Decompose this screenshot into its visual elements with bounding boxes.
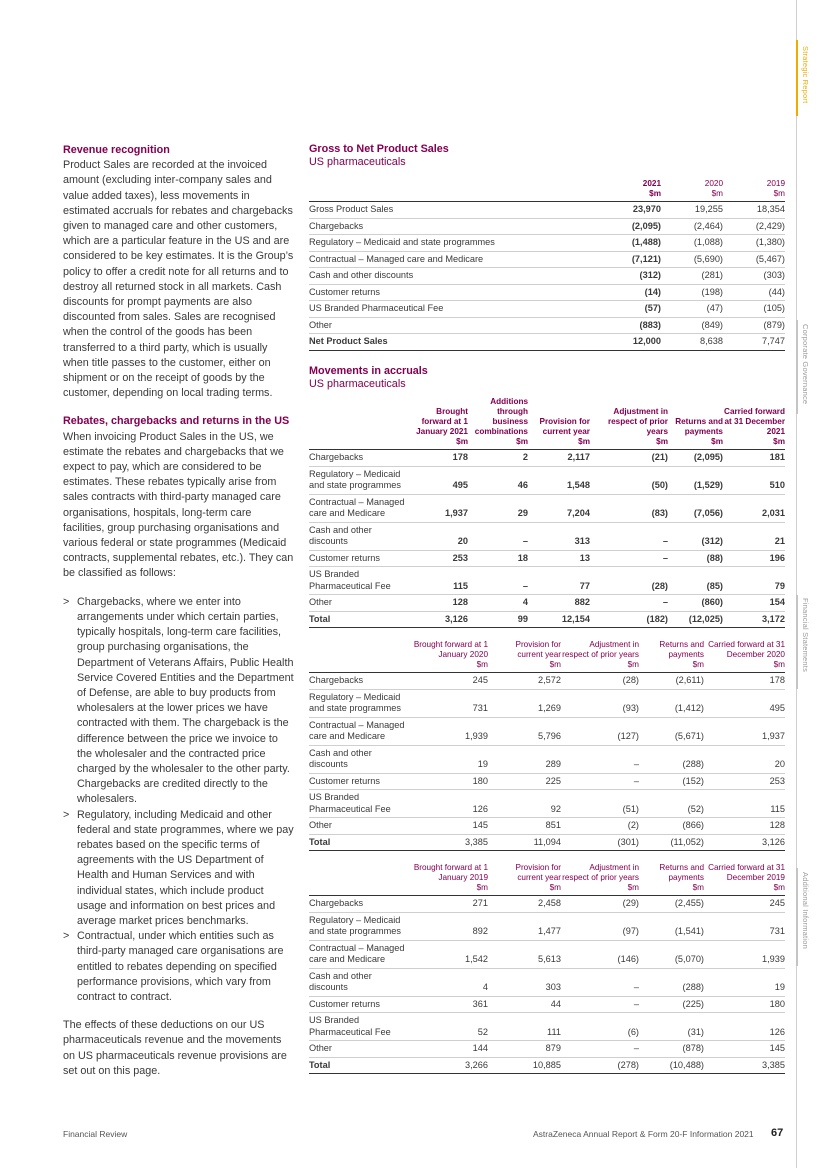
column-header: Adjustment in respect of prior years $m [562,640,639,669]
table-row [309,773,785,790]
value-2019: (303) [723,268,785,285]
cell-value: (93) [561,689,639,717]
total-row [309,1057,785,1074]
sidebar-corporate-governance[interactable]: Corporate Governance [801,324,810,405]
total-2020: 8,638 [661,334,723,351]
movements-table-2021 [309,397,785,628]
header-row [309,640,785,673]
table-row [309,745,785,773]
row-label: Cash and other discounts [309,745,413,773]
gross-to-net-table [309,179,785,351]
total-2021: 12,000 [599,334,661,351]
table-row [309,595,785,612]
row-label: Chargebacks [309,896,413,913]
cell-value: 4 [468,595,528,612]
table-row [309,550,785,567]
cell-value: (1,541) [639,912,704,940]
gross-title: Gross to Net Product Sales [309,143,449,155]
cell-value: 92 [488,790,561,818]
cell-value: 1,939 [413,717,488,745]
cell-value: 1,269 [488,689,561,717]
cell-value: – [590,550,668,567]
row-label: Customer returns [309,996,413,1013]
row-label: Customer returns [309,550,413,567]
table-row [309,522,785,550]
total-value: 3,385 [704,1057,785,1074]
column-header: Adjustment in respect of prior years $m [562,863,639,892]
table-row [309,202,785,219]
footer-report-title: AstraZeneca Annual Report & Form 20-F Information 2021 [533,1129,754,1139]
sidebar-additional-information[interactable]: Additional Information [801,872,810,949]
cell-value: 178 [704,673,785,690]
column-header: Returns and payments $m [659,640,704,669]
gross-to-net-section [309,143,785,351]
row-label: Contractual – Managed care and Medicare [309,494,413,522]
total-2019: 7,747 [723,334,785,351]
cell-value: 495 [704,689,785,717]
cell-value: 1,477 [488,912,561,940]
value-2019: (879) [723,317,785,334]
cell-value: (225) [639,996,704,1013]
cell-value: 5,613 [488,940,561,968]
cell-value: 18 [468,550,528,567]
table-row [309,317,785,334]
cell-value: 128 [704,818,785,835]
movements-title: Movements in accruals [309,365,428,377]
cell-value: 52 [413,1013,488,1041]
cell-value: 111 [488,1013,561,1041]
cell-value: 510 [723,466,785,494]
value-2020: (281) [661,268,723,285]
cell-value: 253 [704,773,785,790]
cell-value: (28) [590,567,668,595]
table-row [309,689,785,717]
movements-table-2020 [309,640,785,851]
value-2021: (1,488) [599,235,661,252]
total-value: (11,052) [639,834,704,851]
row-label: Other [309,1041,413,1058]
total-value: 99 [468,611,528,628]
column-header: Carried forward at 31 December 2019 $m [708,863,785,892]
sidebar-strategic-report[interactable]: Strategic Report [801,46,810,104]
cell-value: 19 [704,968,785,996]
cell-value: (878) [639,1041,704,1058]
cell-value: (50) [590,466,668,494]
column-header: Brought forward at 1 January 2019 $m [413,863,488,892]
cell-value: 145 [704,1041,785,1058]
cell-value: (29) [561,896,639,913]
table-row [309,251,785,268]
cell-value: 245 [704,896,785,913]
value-2020: (5,690) [661,251,723,268]
col-2021: 2021 $m [642,179,661,198]
para-rebates: When invoicing Product Sales in the US, we estimate the rebates and chargebacks that we expect to pay, which are considered to be estimates. These rebates typically arise from sales contracts with third-party managed care organisations, hospitals, long-term care facilities, group purchasing organisations and various federal or state programmes (Medicaid contracts, supplemental rebates, etc.). They can be classified as follows: [63,430,294,580]
cell-value: (2,455) [639,896,704,913]
value-2021: (14) [599,284,661,301]
cell-value: 145 [413,818,488,835]
left-text-column [63,143,295,1079]
column-header: Provision for current year $m [515,863,561,892]
sidebar-financial-statements[interactable]: Financial Statements [801,598,810,673]
cell-value: 245 [413,673,488,690]
footer-section-name: Financial Review [63,1129,128,1139]
cell-value: (866) [639,818,704,835]
header-row [309,397,785,450]
column-header: Carried forward at 31 December 2021 $m [724,407,785,446]
table-row [309,1041,785,1058]
heading-revenue-recognition: Revenue recognition [63,144,170,156]
header-row [309,863,785,896]
cell-value: 731 [704,912,785,940]
cell-value: – [561,968,639,996]
cell-value: (31) [639,1013,704,1041]
row-label: Gross Product Sales [309,202,599,219]
table-row [309,466,785,494]
value-2019: (5,467) [723,251,785,268]
cell-value: (312) [668,522,723,550]
table-row [309,996,785,1013]
row-label: Regulatory – Medicaid and state programmes [309,689,413,717]
row-label: Cash and other discounts [309,522,413,550]
total-value: 10,885 [488,1057,561,1074]
table-row [309,567,785,595]
table-row [309,818,785,835]
table-row [309,673,785,690]
heading-rebates: Rebates, chargebacks and returns in the US [63,415,290,428]
row-label: Customer returns [309,284,599,301]
total-value: 3,126 [413,611,468,628]
total-value: (182) [590,611,668,628]
para-effects: The effects of these deductions on our US pharmaceuticals revenue and the movements on US pharmaceuticals revenue provisions are set out on this page. [63,1019,287,1077]
cell-value: (152) [639,773,704,790]
value-2021: (7,121) [599,251,661,268]
cell-value: 44 [488,996,561,1013]
row-label: Regulatory – Medicaid and state programmes [309,912,413,940]
total-row [309,611,785,628]
cell-value: 303 [488,968,561,996]
row-label: Chargebacks [309,450,413,467]
table-row [309,717,785,745]
cell-value: 46 [468,466,528,494]
row-label: US Branded Pharmaceutical Fee [309,1013,413,1041]
cell-value: (7,056) [668,494,723,522]
cell-value: (127) [561,717,639,745]
sidebar-marker-additional [796,868,798,966]
cell-value: 144 [413,1041,488,1058]
cell-value: 178 [413,450,468,467]
cell-value: – [561,996,639,1013]
cell-value: (2) [561,818,639,835]
column-header: Returns and payments $m [659,863,704,892]
column-header: Adjustment in respect of prior years $m [607,407,668,446]
cell-value: 4 [413,968,488,996]
cell-value: 7,204 [528,494,590,522]
cell-value: (6) [561,1013,639,1041]
total-label: Total [309,834,413,851]
value-2020: (47) [661,301,723,318]
row-label: Cash and other discounts [309,268,599,285]
cell-value: (288) [639,968,704,996]
value-2021: (57) [599,301,661,318]
cell-value: 361 [413,996,488,1013]
col-2020: 2020 $m [704,179,723,198]
table-row [309,968,785,996]
cell-value: 1,542 [413,940,488,968]
sidebar-marker-governance [796,320,798,414]
cell-value: 77 [528,567,590,595]
table-row [309,268,785,285]
cell-value: (860) [668,595,723,612]
cell-value: 1,939 [704,940,785,968]
value-2020: 19,255 [661,202,723,219]
total-value: 3,126 [704,834,785,851]
cell-value: 879 [488,1041,561,1058]
value-2021: 23,970 [599,202,661,219]
gross-subtitle: US pharmaceuticals [309,156,406,168]
value-2021: (2,095) [599,218,661,235]
column-header: Brought forward at 1 January 2021 $m [416,407,468,446]
row-label: Other [309,595,413,612]
value-2019: (105) [723,301,785,318]
value-2020: (2,464) [661,218,723,235]
cell-value: – [468,522,528,550]
row-label: Chargebacks [309,673,413,690]
movements-section [309,365,785,1074]
cell-value: 731 [413,689,488,717]
section-sidebar [796,0,826,1168]
value-2019: (2,429) [723,218,785,235]
value-2020: (849) [661,317,723,334]
rebate-classification-list [63,595,295,1005]
sidebar-marker-financial [796,595,798,689]
total-value: 3,385 [413,834,488,851]
column-header: Carried forward at 31 December 2020 $m [708,640,785,669]
total-value: 3,172 [723,611,785,628]
cell-value: – [590,522,668,550]
row-label: US Branded Pharmaceutical Fee [309,567,413,595]
cell-value: 21 [723,522,785,550]
row-label: Chargebacks [309,218,599,235]
cell-value: 181 [723,450,785,467]
cell-value: 126 [413,790,488,818]
cell-value: 882 [528,595,590,612]
cell-value: 2,458 [488,896,561,913]
row-label: Contractual – Managed care and Medicare [309,940,413,968]
cell-value: (85) [668,567,723,595]
cell-value: 115 [704,790,785,818]
cell-value: 20 [704,745,785,773]
column-header: Provision for current year $m [539,417,590,446]
sidebar-marker-strategic [796,40,798,116]
table-row [309,450,785,467]
table-row [309,301,785,318]
cell-value: 495 [413,466,468,494]
row-label: Other [309,317,599,334]
cell-value: 5,796 [488,717,561,745]
cell-value: 2,117 [528,450,590,467]
total-label: Total [309,611,413,628]
cell-value: 271 [413,896,488,913]
cell-value: 225 [488,773,561,790]
cell-value: 128 [413,595,468,612]
cell-value: – [561,745,639,773]
cell-value: (51) [561,790,639,818]
cell-value: (2,095) [668,450,723,467]
total-value: 3,266 [413,1057,488,1074]
cell-value: 1,937 [704,717,785,745]
value-2019: (1,380) [723,235,785,252]
value-2021: (883) [599,317,661,334]
cell-value: 851 [488,818,561,835]
cell-value: (21) [590,450,668,467]
row-label: US Branded Pharmaceutical Fee [309,790,413,818]
cell-value: (2,611) [639,673,704,690]
cell-value: 20 [413,522,468,550]
list-item-chargebacks: > Chargebacks, where we enter into arrangements under which certain parties, typically hospitals, long-term care facilities, group purchasing organisations, the Department of Veterans Affairs, Public Health Service Covered Entities and the Department of Defense, are able to buy products from wholesalers at the lower prices we have contracted with them. The chargeback is the difference between the price we invoice to the wholesaler and the contracted price charged by the wholesaler to the other party. Chargebacks are credited directly to the wholesalers. [63,595,295,808]
row-label: Cash and other discounts [309,968,413,996]
cell-value: (97) [561,912,639,940]
cell-value: – [561,1041,639,1058]
movements-subtitle: US pharmaceuticals [309,378,406,390]
cell-value: (146) [561,940,639,968]
column-header: Provision for current year $m [515,640,561,669]
value-2019: (44) [723,284,785,301]
cell-value: 2,572 [488,673,561,690]
cell-value: 2 [468,450,528,467]
cell-value: (288) [639,745,704,773]
cell-value: – [468,567,528,595]
cell-value: 289 [488,745,561,773]
cell-value: (28) [561,673,639,690]
cell-value: 892 [413,912,488,940]
cell-value: 180 [704,996,785,1013]
cell-value: (5,671) [639,717,704,745]
total-row [309,334,785,351]
cell-value: 19 [413,745,488,773]
value-2020: (1,088) [661,235,723,252]
cell-value: 1,548 [528,466,590,494]
cell-value: (83) [590,494,668,522]
value-2020: (198) [661,284,723,301]
column-header: Additions through business combinations $m [474,397,528,446]
total-label: Total [309,1057,413,1074]
cell-value: (1,529) [668,466,723,494]
row-label: US Branded Pharmaceutical Fee [309,301,599,318]
row-label: Contractual – Managed care and Medicare [309,717,413,745]
row-label: Regulatory – Medicaid and state programmes [309,466,413,494]
row-label: Regulatory – Medicaid and state programmes [309,235,599,252]
row-label: Other [309,818,413,835]
cell-value: – [590,595,668,612]
cell-value: 13 [528,550,590,567]
column-header: Brought forward at 1 January 2020 $m [413,640,488,669]
table-row [309,912,785,940]
table-row [309,790,785,818]
table-row [309,235,785,252]
cell-value: – [561,773,639,790]
table-row [309,284,785,301]
cell-value: 313 [528,522,590,550]
cell-value: 2,031 [723,494,785,522]
table-row [309,218,785,235]
total-row [309,834,785,851]
cell-value: 79 [723,567,785,595]
total-label: Net Product Sales [309,334,599,351]
total-value: (12,025) [668,611,723,628]
cell-value: 115 [413,567,468,595]
column-header: Returns and payments $m [675,417,723,446]
row-label: Contractual – Managed care and Medicare [309,251,599,268]
total-value: 12,154 [528,611,590,628]
value-2021: (312) [599,268,661,285]
movements-table-2019 [309,863,785,1074]
cell-value: 196 [723,550,785,567]
row-label: Customer returns [309,773,413,790]
total-value: (10,488) [639,1057,704,1074]
list-item-regulatory: > Regulatory, including Medicaid and other federal and state programmes, where we pay rebates based on the specific terms of agreements with the US Department of Health and Human Services and with individual states, which include product usage and information on best prices and average market prices benchmarks. [63,808,295,930]
cell-value: (88) [668,550,723,567]
total-value: (301) [561,834,639,851]
cell-value: (52) [639,790,704,818]
cell-value: (5,070) [639,940,704,968]
table-row [309,494,785,522]
cell-value: (1,412) [639,689,704,717]
list-item-contractual: > Contractual, under which entities such as third-party managed care organisations are entitled to rebates depending on specified performance provisions, which vary from contract to contract. [63,929,295,1005]
cell-value: 1,937 [413,494,468,522]
cell-value: 154 [723,595,785,612]
total-value: 11,094 [488,834,561,851]
page-number: 67 [771,1127,784,1139]
value-2019: 18,354 [723,202,785,219]
cell-value: 126 [704,1013,785,1041]
cell-value: 180 [413,773,488,790]
table-row [309,1013,785,1041]
table-row [309,896,785,913]
table-row [309,940,785,968]
para-revenue-recognition: Product Sales are recorded at the invoiced amount (excluding inter-company sales and value added taxes), less movements in estimated accruals for rebates and chargebacks given to managed care and other customers, which are a particular feature in the US and are considered to be key estimates. It is the Group’s policy to offer a credit note for all returns and to destroy all returned stock in all markets. Cash discounts for prompt payments are also discounted from sales. Sales are recognised when the control of the goods has been transferred to a third party, which is usually when title passes to the customer, either on shipment or on the receipt of goods by the customer, depending on local trading terms. [63,159,294,400]
cell-value: 29 [468,494,528,522]
cell-value: 253 [413,550,468,567]
total-value: (278) [561,1057,639,1074]
col-2019: 2019 $m [766,179,785,198]
